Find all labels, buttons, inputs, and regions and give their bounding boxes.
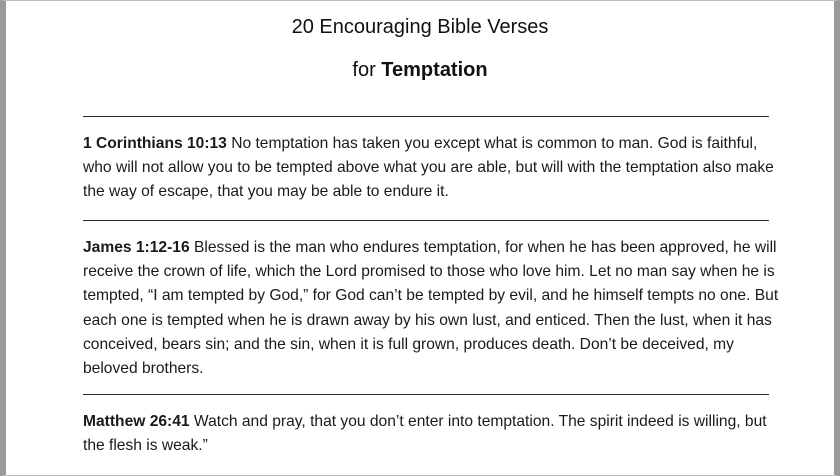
verse-reference: Matthew 26:41 — [83, 413, 190, 430]
document-subtitle — [6, 56, 834, 84]
verse-reference: James 1:12-16 — [83, 239, 190, 256]
subtitle-topic: Temptation — [381, 59, 488, 81]
document-title: 20 Encouraging Bible Verses — [291, 16, 549, 38]
divider-line — [83, 116, 769, 117]
verse-text: Watch and pray, that you don’t enter into temptation. The spirit indeed is willing, but the flesh is weak.” — [83, 413, 767, 455]
divider-line — [83, 394, 769, 395]
verse-paragraph — [83, 236, 783, 381]
verse-paragraph — [83, 132, 783, 205]
verse-paragraph — [83, 410, 783, 458]
divider-line — [83, 220, 769, 221]
verse-text: No temptation has taken you except what is common to man. God is faithful, who will not allow you to be tempted above what you are able, but will with the temptation also make the way of escape, that you may be able to endure it. — [83, 135, 774, 201]
verse-reference: 1 Corinthians 10:13 — [83, 135, 227, 152]
verse-text: Blessed is the man who endures temptation, for when he has been approved, he will receive the crown of life, which the Lord promised to those who love him. Let no man say when he is tempted, “I am tempted by God,” for God can’t be tempted by evil, and he himself tempts no one. But each one is tempted when he is drawn away by his own lust, and enticed. Then the lust, when it has conceived, bears sin; and the sin, when it is full grown, produces death. Don’t be deceived, my beloved brothers. — [83, 239, 779, 378]
subtitle-prefix: for — [352, 59, 382, 81]
